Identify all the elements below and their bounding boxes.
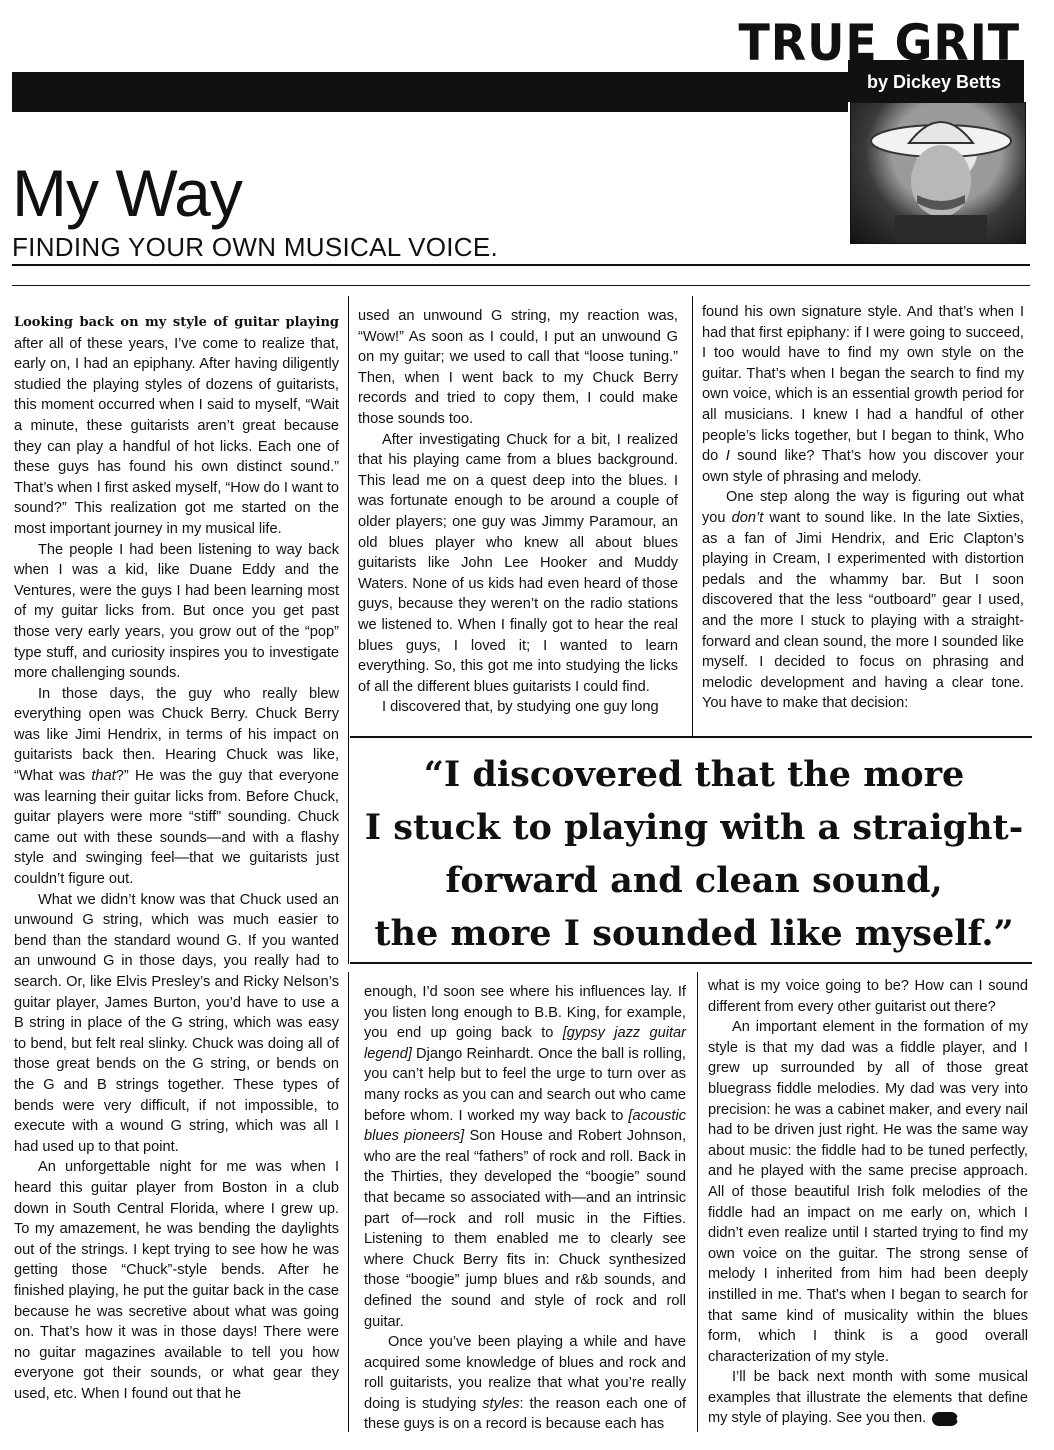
pull-quote-line: forward and clean sound,: [445, 860, 943, 901]
pull-quote-line: the more I sounded like myself.”: [374, 913, 1014, 954]
paragraph: [708, 1367, 1028, 1429]
paragraph: [702, 302, 1024, 487]
body-column-1: [14, 312, 339, 1404]
paragraph: [364, 982, 686, 1332]
paragraph-text: after all of these years, I’ve come to realize that, early on, I had an epiphany. After having diligently studied the playing styles of dozens of guitarists, this moment occurred when I said to myself, “Wait a minute, these guitarists aren’t great because they can play a handful of hot licks. Each one of these guys has found his own distinct sound.” That’s when I first asked myself, “How do I want to sound?” This realization got me started on the most important journey in my musical life.: [14, 335, 339, 537]
paragraph-text: In those days, the guy who really blew everything open was Chuck Berry. Chuck Berry was like Jimi Hendrix, in terms of his impact on guitarists back then. Hearing Chuck was like, “What was: [14, 685, 339, 785]
column-divider: [348, 296, 349, 736]
paragraph: What we didn’t know was that Chuck used an unwound G string, which was much easier to bend than the standard wound G. If you wanted an unwound G in those days, you really had to search. Or, like Elvis Presley’s and Ricky Nelson’s guitar player, James Burton, you’d have to use a B string in place of the G string, which was easy to bend, but felt real slinky. Chuck was doing all of those great bends on the G string, or bends on the G and B strings together. These types of bends were very difficult, if not impossible, to execute with a wound G string, which was all I had used up to that point.: [14, 891, 339, 1155]
body-column-3-top: [702, 302, 1024, 714]
paragraph-text: sound like? That’s how you discover your own style of phrasing and melody.: [702, 448, 1025, 485]
paragraph-text: One step along the way is figuring out what you: [702, 489, 1024, 526]
paragraph: [702, 487, 1024, 714]
paragraph: what is my voice going to be? How can I sound different from every other guitarist out there?: [708, 978, 1028, 1015]
paragraph-text: Once you’ve been playing a while and have acquired some knowledge of blues and rock and roll guitarists, you realize that what you’re really doing is studying: [364, 1334, 686, 1412]
end-mark-icon: GW: [932, 1412, 958, 1426]
body-column-2-top: [358, 306, 678, 718]
header-rule: [12, 264, 1030, 266]
emphasis: [gypsy jazz guitar legend]: [364, 1025, 686, 1062]
emphasis: that: [91, 768, 116, 785]
paragraph: After investigating Chuck for a bit, I realized that his playing came from a blues background. This lead me on a quest deep into the blues. I was fortunate enough to be around a couple of older players; one guy was Jimmy Paramour, an old blues player who knew all about blues guitarists like John Lee Hooker and Muddy Waters. None of us kids had even heard of those guys, because they weren’t on the radio stations we listened to. When I finally got to hear the real blues guys, I loved it; I wanted to learn everything. So, this got me into studying the licks of all the different blues guitarists I could find.: [358, 431, 678, 695]
column-divider: [348, 972, 349, 1432]
paragraph-text: ?” He was the guy that everyone was learning their guitar licks from. Before Chuck, guitar players were more “stiff” sounding. Chuck came out with these sounds—and with a flashy style and swinging feel—that we guitarists just couldn’t figure out.: [14, 768, 339, 888]
paragraph-text: Django Reinhardt. Once the ball is rolling, you can’t help but to feel the urge to turn over as many rocks as you can and search out who came before whom. I worked my way back to: [364, 1045, 686, 1124]
body-column-3-bottom: [708, 976, 1028, 1429]
body-column-2-bottom: [364, 982, 686, 1435]
paragraph: An important element in the formation of my style is that my dad was a fiddle player, and I grew up surrounded by all of those great bluegrass fiddle melodies. My dad was very into precision: he was a cabinet maker, and every nail had to be driven just right. He was the same way about music: the fiddle had to be tuned perfectly, and he played with the same precise approach. All of those beautiful Irish folk melodies of the fiddle had an impact on me early on, which I didn’t even realize until I started trying to find my own voice on the guitar. The strong sense of melody I inherited from him had been deeply instilled in me. That’s when I began to search for that same kind of musicality within the blues form, which I think is a good overall characterization of my style.: [708, 1019, 1028, 1365]
paragraph-text: : the reason each one of these guys is on a record is because each has: [364, 1395, 686, 1433]
paragraph-text: Son House and Robert Johnson, who are the real “fathers” of rock and roll. Back in the Thirties, they developed the “boogie” sound that became so associated with—and an intrinsic part of—rock and roll music in the Fifties. Listening to them enabled me to clearly see where Chuck Berry fits in: Chuck synthesized those “boogie” jump blues and r&b sounds, and defined the sound and style of rock and roll guitar.: [364, 1128, 686, 1330]
paragraph: [14, 684, 339, 890]
paragraph: I discovered that, by studying one guy long: [382, 699, 659, 716]
author-portrait-icon: [851, 103, 1025, 243]
pullquote-rule-bottom: [350, 962, 1032, 964]
byline: by Dickey Betts: [866, 72, 1002, 92]
paragraph-text: enough, I’d soon see where his influences lay. If you listen long enough to B.B. King, for example, you end up going back to: [364, 984, 686, 1042]
column-divider: [348, 736, 349, 964]
pull-quote-line: I stuck to playing with a straight-: [364, 807, 1024, 848]
column-divider: [692, 296, 693, 736]
emphasis: [acoustic blues pioneers]: [364, 1107, 686, 1145]
article-subhead: FINDING YOUR OWN MUSICAL VOICE.: [12, 232, 499, 262]
header-bar: [12, 72, 848, 112]
paragraph: used an unwound G string, my reaction was, “Wow!” As soon as I could, I put an unwound G on my guitar; we used to call that “loose tuning.” Then, when I went back to my Chuck Berry records and tried to copy them, I could make those sounds too.: [358, 308, 678, 427]
paragraph: [14, 312, 339, 540]
pullquote-rule-top: [350, 736, 1032, 738]
article-headline: My Way: [12, 156, 242, 230]
paragraph: The people I had been listening to way back when I was a kid, like Duane Eddy and the Ventures, were the guys I had been learning most of my guitar licks from. But once you get past those very early years, you grow out of the “pop” type stuff, and curiosity inspires you to investigate more challenging sounds.: [14, 541, 339, 682]
paragraph-text: I’ll be back next month with some musical examples that illustrate the elements that define my style of playing. See you then.: [708, 1369, 1028, 1427]
pull-quote-line: “I discovered that the more: [423, 754, 965, 795]
paragraph-text: want to sound like. In the late Sixties, as a fan of Jimi Hendrix, and Eric Clapton’s playing in Cream, I experimented with distortion pedals and the whammy bar. But I soon discovered that the less “outboard” gear I used, and the more I stuck to playing with a straight-forward and clean sound, the more I sounded like myself. I decided to focus on phrasing and melodic development and having a clear tone. You have to make that decision:: [702, 509, 1024, 712]
pull-quote: [356, 748, 1032, 960]
emphasis: don’t: [731, 509, 764, 526]
lead-in: Looking back on my style of guitar playing: [14, 315, 339, 330]
header-rule-thin: [12, 285, 1030, 286]
author-photo: [850, 102, 1026, 244]
series-title: TRUE GRIT: [738, 14, 1020, 72]
paragraph-text: found his own signature style. And that’s when I had that first epiphany: if I were going to succeed, I too would have to find my own style on the guitar. That’s when I began the search to find my own voice, which is an essential growth period for all musicians. I knew I had a handful of other people’s licks together, but I began to think, Who do: [702, 304, 1024, 465]
paragraph: [364, 1332, 686, 1435]
column-divider: [697, 972, 698, 1432]
paragraph: An unforgettable night for me was when I heard this guitar player from Boston in a club down in South Central Florida, where I grew up. To my amazement, he was bending the daylights out of the strings. I kept trying to see how he was getting those “Chuck”-style bends. After he finished playing, he put the guitar back in the case because he was secretive about what was going on. That’s how it was in those days! There were no guitar magazines available to tell you how everyone got their sounds, or what gear they used, etc. When I found out that he: [14, 1159, 339, 1402]
emphasis: styles: [482, 1395, 520, 1412]
emphasis: I: [725, 448, 730, 465]
